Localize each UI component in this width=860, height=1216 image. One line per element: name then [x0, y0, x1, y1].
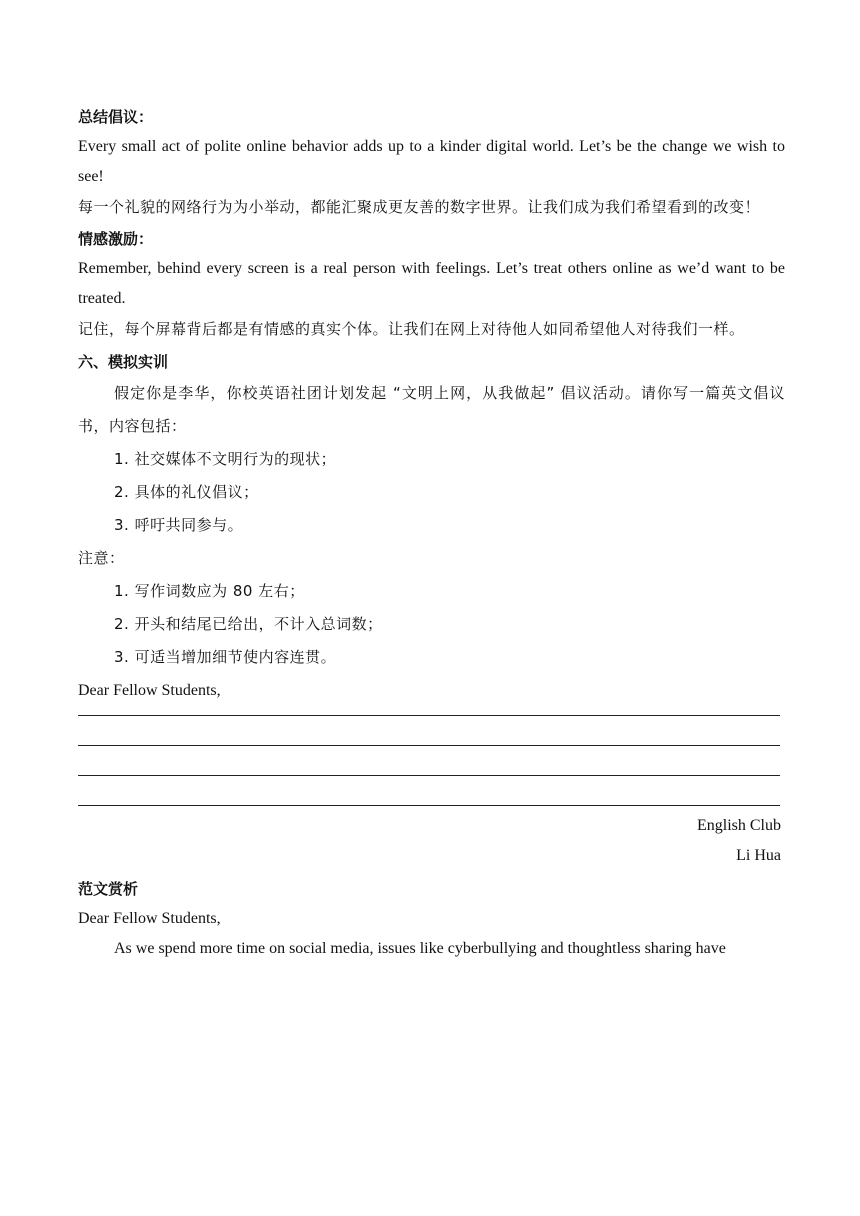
note-item: 3. 可适当增加细节使内容连贯。	[114, 648, 337, 666]
sign-organization: English Club	[696, 817, 781, 834]
note-item: 1. 写作词数应为 80 左右；	[114, 582, 305, 600]
model-salutation: Dear Fellow Students,	[78, 910, 221, 927]
writing-line[interactable]	[78, 716, 780, 746]
summary-chinese: 每一个礼貌的网络行为为小举动，都能汇聚成更友善的数字世界。让我们成为我们希望看到的改变！	[78, 198, 761, 216]
model-heading: 范文赏析	[78, 880, 139, 898]
summary-heading: 总结倡议：	[78, 108, 154, 126]
writing-line[interactable]	[78, 707, 780, 716]
document-page	[78, 102, 785, 964]
sign-name: Li Hua	[736, 847, 781, 864]
writing-line[interactable]	[78, 776, 780, 806]
writing-line[interactable]	[78, 746, 780, 776]
practice-item: 3. 呼吁共同参与。	[114, 516, 244, 534]
practice-heading: 六、模拟实训	[78, 353, 169, 371]
practice-item: 2. 具体的礼仪倡议；	[114, 483, 259, 501]
emotion-chinese: 记住，每个屏幕背后都是有情感的真实个体。让我们在网上对待他人如同希望他人对待我们一样。	[78, 320, 745, 338]
emotion-heading: 情感激励：	[78, 230, 154, 248]
practice-item: 1. 社交媒体不文明行为的现状；	[114, 450, 337, 468]
practice-salutation: Dear Fellow Students,	[78, 682, 221, 699]
note-label: 注意：	[78, 549, 125, 567]
practice-prompt: 假定你是李华，你校英语社团计划发起 “文明上网，从我做起” 倡议活动。请你写一篇英文倡议书，内容包括：	[78, 384, 785, 435]
note-item: 2. 开头和结尾已给出，不计入总词数；	[114, 615, 383, 633]
summary-english: Every small act of polite online behavior adds up to a kinder digital world. Let’s be the change we wish to see!	[78, 138, 785, 185]
emotion-english: Remember, behind every screen is a real person with feelings. Let’s treat others online as we’d want to be treated.	[78, 260, 785, 307]
model-first-line: As we spend more time on social media, issues like cyberbullying and thoughtless sharing have	[114, 940, 726, 957]
